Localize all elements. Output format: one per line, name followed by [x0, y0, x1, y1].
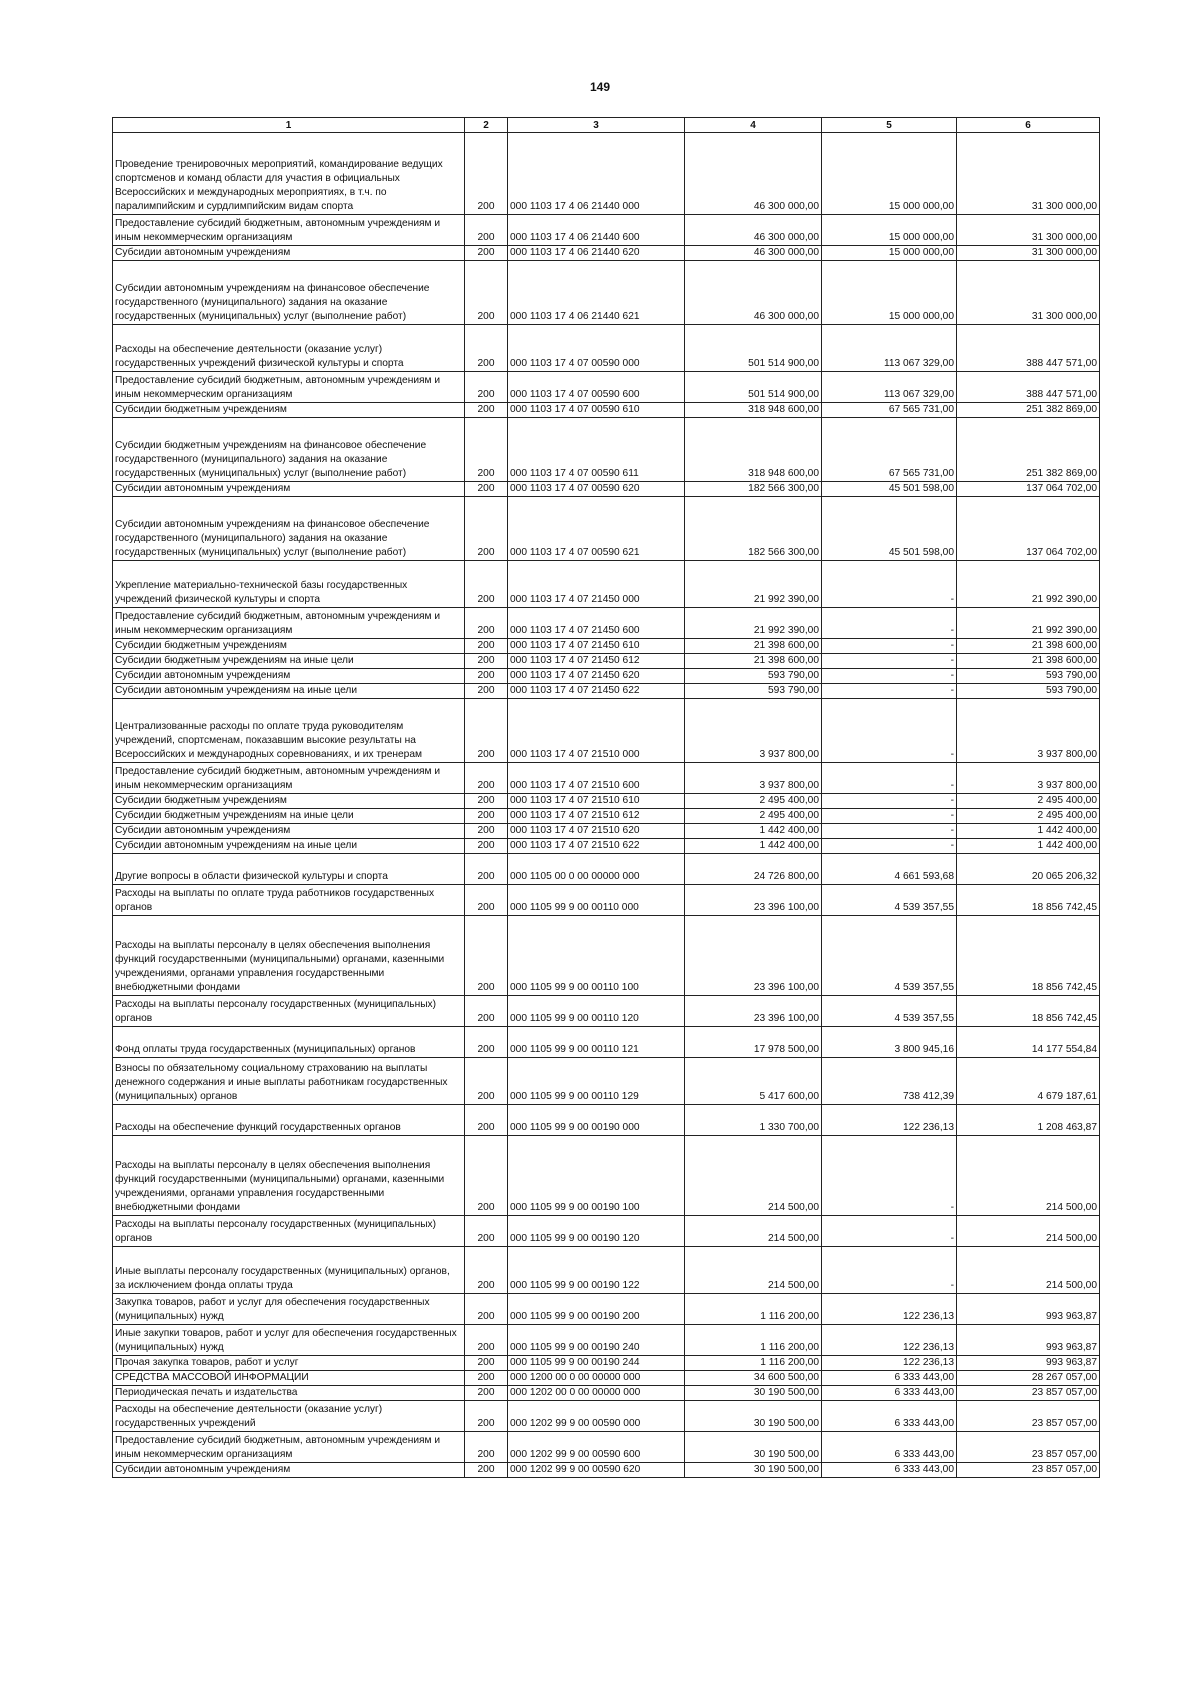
row-amount-col6-cell: 18 856 742,45 — [957, 916, 1100, 996]
table-row — [113, 839, 1100, 854]
table-row — [113, 1136, 1100, 1216]
row-kbk-cell: 000 1103 17 4 07 21510 000 — [508, 699, 685, 763]
table-row — [113, 854, 1100, 885]
row-kbk-cell: 000 1103 17 4 07 21510 610 — [508, 794, 685, 809]
row-kbk-cell: 000 1103 17 4 07 21450 620 — [508, 669, 685, 684]
row-name-cell: Расходы на выплаты персоналу в целях обеспечения выполнения функций государственными (муниципальными) органами, казенными учреждениями, органами управления государственными внебюджетными фондами — [113, 916, 465, 996]
row-amount-col5-cell: 15 000 000,00 — [822, 133, 957, 215]
row-amount-col4-cell: 24 726 800,00 — [685, 854, 822, 885]
row-amount-col5-cell: - — [822, 824, 957, 839]
table-body — [113, 133, 1100, 1478]
row-amount-col6-cell: 993 963,87 — [957, 1294, 1100, 1325]
table-row — [113, 639, 1100, 654]
row-amount-col6-cell: 2 495 400,00 — [957, 794, 1100, 809]
row-amount-col5-cell: - — [822, 1136, 957, 1216]
row-amount-col4-cell: 30 190 500,00 — [685, 1386, 822, 1401]
row-amount-col5-cell: - — [822, 608, 957, 639]
row-code-cell: 200 — [465, 1058, 508, 1105]
row-amount-col4-cell: 17 978 500,00 — [685, 1027, 822, 1058]
row-amount-col6-cell: 14 177 554,84 — [957, 1027, 1100, 1058]
row-name-cell: Иные закупки товаров, работ и услуг для обеспечения государственных (муниципальных) нужд — [113, 1325, 465, 1356]
row-name-cell: Проведение тренировочных мероприятий, командирование ведущих спортсменов и команд области для участия в официальных Всероссийских и международных мероприятиях, в т.ч. по паралимпийским и сурдлимпийским видам спорта — [113, 133, 465, 215]
row-amount-col4-cell: 182 566 300,00 — [685, 482, 822, 497]
row-name-cell: Предоставление субсидий бюджетным, автономным учреждениям и иным некоммерческим организациям — [113, 372, 465, 403]
row-amount-col5-cell: 122 236,13 — [822, 1356, 957, 1371]
row-code-cell: 200 — [465, 403, 508, 418]
row-amount-col5-cell: 6 333 443,00 — [822, 1432, 957, 1463]
row-amount-col5-cell: - — [822, 654, 957, 669]
row-amount-col4-cell: 46 300 000,00 — [685, 215, 822, 246]
row-amount-col6-cell: 593 790,00 — [957, 669, 1100, 684]
row-code-cell: 200 — [465, 418, 508, 482]
row-amount-col6-cell: 21 398 600,00 — [957, 654, 1100, 669]
row-amount-col4-cell: 1 442 400,00 — [685, 839, 822, 854]
row-name-cell: Субсидии автономным учреждениям на иные цели — [113, 839, 465, 854]
row-code-cell: 200 — [465, 654, 508, 669]
row-amount-col6-cell: 21 992 390,00 — [957, 608, 1100, 639]
row-name-cell: Взносы по обязательному социальному страхованию на выплаты денежного содержания и иные выплаты работникам государственных (муниципальных) органов — [113, 1058, 465, 1105]
table-row — [113, 1105, 1100, 1136]
row-amount-col6-cell: 28 267 057,00 — [957, 1371, 1100, 1386]
row-amount-col6-cell: 18 856 742,45 — [957, 996, 1100, 1027]
row-amount-col5-cell: - — [822, 684, 957, 699]
row-code-cell: 200 — [465, 1027, 508, 1058]
row-name-cell: Субсидии автономным учреждениям на финансовое обеспечение государственного (муниципального) задания на оказание государственных (муниципальных) услуг (выполнение работ) — [113, 261, 465, 325]
row-amount-col6-cell: 4 679 187,61 — [957, 1058, 1100, 1105]
row-amount-col4-cell: 1 116 200,00 — [685, 1356, 822, 1371]
row-name-cell: Субсидии бюджетным учреждениям — [113, 403, 465, 418]
row-amount-col6-cell: 31 300 000,00 — [957, 215, 1100, 246]
row-amount-col4-cell: 30 190 500,00 — [685, 1463, 822, 1478]
row-amount-col5-cell: 113 067 329,00 — [822, 325, 957, 372]
row-name-cell: Расходы на выплаты персоналу государственных (муниципальных) органов — [113, 1216, 465, 1247]
row-kbk-cell: 000 1202 99 9 00 00590 600 — [508, 1432, 685, 1463]
row-amount-col6-cell: 251 382 869,00 — [957, 418, 1100, 482]
row-name-cell: Субсидии бюджетным учреждениям на иные цели — [113, 654, 465, 669]
row-amount-col5-cell: - — [822, 669, 957, 684]
row-kbk-cell: 000 1202 00 0 00 00000 000 — [508, 1386, 685, 1401]
row-kbk-cell: 000 1103 17 4 07 21510 620 — [508, 824, 685, 839]
row-amount-col4-cell: 21 992 390,00 — [685, 608, 822, 639]
row-amount-col6-cell: 23 857 057,00 — [957, 1401, 1100, 1432]
row-name-cell: Закупка товаров, работ и услуг для обеспечения государственных (муниципальных) нужд — [113, 1294, 465, 1325]
row-amount-col4-cell: 1 442 400,00 — [685, 824, 822, 839]
row-amount-col5-cell: 122 236,13 — [822, 1105, 957, 1136]
row-code-cell: 200 — [465, 794, 508, 809]
row-amount-col5-cell: 6 333 443,00 — [822, 1386, 957, 1401]
table-row — [113, 1371, 1100, 1386]
row-amount-col5-cell: - — [822, 794, 957, 809]
table-row — [113, 669, 1100, 684]
row-amount-col5-cell: 6 333 443,00 — [822, 1371, 957, 1386]
table-row — [113, 1027, 1100, 1058]
row-kbk-cell: 000 1103 17 4 06 21440 000 — [508, 133, 685, 215]
row-amount-col6-cell: 2 495 400,00 — [957, 809, 1100, 824]
row-kbk-cell: 000 1105 99 9 00 00110 129 — [508, 1058, 685, 1105]
row-name-cell: Субсидии автономным учреждениям на финансовое обеспечение государственного (муниципального) задания на оказание государственных (муниципальных) услуг (выполнение работ) — [113, 497, 465, 561]
column-header-1: 1 — [113, 118, 465, 133]
row-name-cell: Субсидии автономным учреждениям — [113, 246, 465, 261]
row-amount-col5-cell: - — [822, 639, 957, 654]
row-amount-col6-cell: 593 790,00 — [957, 684, 1100, 699]
row-kbk-cell: 000 1105 99 9 00 00190 120 — [508, 1216, 685, 1247]
row-amount-col6-cell: 137 064 702,00 — [957, 482, 1100, 497]
row-name-cell: Прочая закупка товаров, работ и услуг — [113, 1356, 465, 1371]
row-amount-col4-cell: 1 116 200,00 — [685, 1325, 822, 1356]
row-name-cell: Предоставление субсидий бюджетным, автономным учреждениям и иным некоммерческим организациям — [113, 215, 465, 246]
table-row — [113, 885, 1100, 916]
row-amount-col4-cell: 21 992 390,00 — [685, 561, 822, 608]
row-name-cell: Предоставление субсидий бюджетным, автономным учреждениям и иным некоммерческим организациям — [113, 763, 465, 794]
column-header-6: 6 — [957, 118, 1100, 133]
row-amount-col6-cell: 388 447 571,00 — [957, 372, 1100, 403]
column-header-4: 4 — [685, 118, 822, 133]
row-name-cell: Субсидии автономным учреждениям — [113, 482, 465, 497]
row-amount-col4-cell: 3 937 800,00 — [685, 699, 822, 763]
row-amount-col6-cell: 21 398 600,00 — [957, 639, 1100, 654]
row-kbk-cell: 000 1103 17 4 07 21450 610 — [508, 639, 685, 654]
row-kbk-cell: 000 1103 17 4 07 21510 600 — [508, 763, 685, 794]
table-row — [113, 824, 1100, 839]
row-amount-col6-cell: 31 300 000,00 — [957, 261, 1100, 325]
row-kbk-cell: 000 1103 17 4 07 21450 622 — [508, 684, 685, 699]
row-amount-col6-cell: 137 064 702,00 — [957, 497, 1100, 561]
table-row — [113, 325, 1100, 372]
row-kbk-cell: 000 1105 99 9 00 00110 120 — [508, 996, 685, 1027]
row-kbk-cell: 000 1105 99 9 00 00110 100 — [508, 916, 685, 996]
page-number: 149 — [589, 80, 611, 94]
row-amount-col5-cell: 45 501 598,00 — [822, 497, 957, 561]
row-amount-col4-cell: 30 190 500,00 — [685, 1401, 822, 1432]
row-code-cell: 200 — [465, 996, 508, 1027]
row-code-cell: 200 — [465, 246, 508, 261]
row-amount-col5-cell: - — [822, 839, 957, 854]
row-kbk-cell: 000 1105 99 9 00 00190 200 — [508, 1294, 685, 1325]
table-row — [113, 654, 1100, 669]
row-amount-col4-cell: 1 116 200,00 — [685, 1294, 822, 1325]
row-code-cell: 200 — [465, 809, 508, 824]
row-amount-col4-cell: 21 398 600,00 — [685, 654, 822, 669]
row-code-cell: 200 — [465, 885, 508, 916]
row-amount-col6-cell: 31 300 000,00 — [957, 246, 1100, 261]
table-row — [113, 497, 1100, 561]
row-amount-col6-cell: 251 382 869,00 — [957, 403, 1100, 418]
header-row — [113, 118, 1100, 133]
table-row — [113, 684, 1100, 699]
row-kbk-cell: 000 1105 99 9 00 00190 100 — [508, 1136, 685, 1216]
row-name-cell: Субсидии автономным учреждениям — [113, 1463, 465, 1478]
row-name-cell: Субсидии автономным учреждениям — [113, 669, 465, 684]
row-kbk-cell: 000 1105 99 9 00 00190 240 — [508, 1325, 685, 1356]
row-amount-col5-cell: 6 333 443,00 — [822, 1463, 957, 1478]
row-amount-col6-cell: 31 300 000,00 — [957, 133, 1100, 215]
row-kbk-cell: 000 1105 99 9 00 00110 000 — [508, 885, 685, 916]
table-row — [113, 1216, 1100, 1247]
row-name-cell: Централизованные расходы по оплате труда руководителям учреждений, спортсменам, показавшим высокие результаты на Всероссийских и международных соревнованиях, и их тренерам — [113, 699, 465, 763]
row-amount-col5-cell: 738 412,39 — [822, 1058, 957, 1105]
table-row — [113, 996, 1100, 1027]
row-kbk-cell: 000 1105 99 9 00 00190 122 — [508, 1247, 685, 1294]
row-amount-col4-cell: 318 948 600,00 — [685, 418, 822, 482]
row-kbk-cell: 000 1200 00 0 00 00000 000 — [508, 1371, 685, 1386]
row-name-cell: Субсидии бюджетным учреждениям на финансовое обеспечение государственного (муниципального) задания на оказание государственных (муниципальных) услуг (выполнение работ) — [113, 418, 465, 482]
row-amount-col6-cell: 23 857 057,00 — [957, 1432, 1100, 1463]
row-kbk-cell: 000 1202 99 9 00 00590 000 — [508, 1401, 685, 1432]
row-amount-col5-cell: 4 539 357,55 — [822, 996, 957, 1027]
row-code-cell: 200 — [465, 325, 508, 372]
row-name-cell: Расходы на выплаты персоналу в целях обеспечения выполнения функций государственными (муниципальными) органами, казенными учреждениями, органами управления государственными внебюджетными фондами — [113, 1136, 465, 1216]
row-code-cell: 200 — [465, 1356, 508, 1371]
row-name-cell: Фонд оплаты труда государственных (муниципальных) органов — [113, 1027, 465, 1058]
row-kbk-cell: 000 1103 17 4 07 21450 600 — [508, 608, 685, 639]
row-name-cell: Предоставление субсидий бюджетным, автономным учреждениям и иным некоммерческим организациям — [113, 1432, 465, 1463]
row-name-cell: Расходы на выплаты по оплате труда работников государственных органов — [113, 885, 465, 916]
table-row — [113, 133, 1100, 215]
row-code-cell: 200 — [465, 824, 508, 839]
table-row — [113, 608, 1100, 639]
table-row — [113, 261, 1100, 325]
row-amount-col6-cell: 993 963,87 — [957, 1325, 1100, 1356]
row-amount-col5-cell: 6 333 443,00 — [822, 1401, 957, 1432]
row-kbk-cell: 000 1103 17 4 07 21510 612 — [508, 809, 685, 824]
row-amount-col4-cell: 2 495 400,00 — [685, 794, 822, 809]
table-row — [113, 809, 1100, 824]
row-amount-col6-cell: 23 857 057,00 — [957, 1463, 1100, 1478]
row-amount-col6-cell: 214 500,00 — [957, 1247, 1100, 1294]
row-code-cell: 200 — [465, 1401, 508, 1432]
column-header-3: 3 — [508, 118, 685, 133]
row-kbk-cell: 000 1103 17 4 07 00590 621 — [508, 497, 685, 561]
row-name-cell: Субсидии бюджетным учреждениям — [113, 639, 465, 654]
row-code-cell: 200 — [465, 1371, 508, 1386]
row-name-cell: Субсидии автономным учреждениям на иные цели — [113, 684, 465, 699]
row-code-cell: 200 — [465, 684, 508, 699]
row-name-cell: Расходы на обеспечение деятельности (оказание услуг) государственных учреждений — [113, 1401, 465, 1432]
row-amount-col4-cell: 46 300 000,00 — [685, 261, 822, 325]
row-code-cell: 200 — [465, 669, 508, 684]
row-code-cell: 200 — [465, 854, 508, 885]
row-amount-col4-cell: 501 514 900,00 — [685, 325, 822, 372]
row-amount-col4-cell: 21 398 600,00 — [685, 639, 822, 654]
table-row — [113, 1463, 1100, 1478]
row-amount-col4-cell: 30 190 500,00 — [685, 1432, 822, 1463]
row-amount-col5-cell: - — [822, 763, 957, 794]
row-code-cell: 200 — [465, 1386, 508, 1401]
table-row — [113, 1386, 1100, 1401]
row-amount-col5-cell: 3 800 945,16 — [822, 1027, 957, 1058]
row-kbk-cell: 000 1103 17 4 07 00590 611 — [508, 418, 685, 482]
row-name-cell: Расходы на обеспечение функций государственных органов — [113, 1105, 465, 1136]
row-kbk-cell: 000 1103 17 4 06 21440 600 — [508, 215, 685, 246]
table-row — [113, 403, 1100, 418]
row-name-cell: Субсидии автономным учреждениям — [113, 824, 465, 839]
row-amount-col6-cell: 993 963,87 — [957, 1356, 1100, 1371]
row-amount-col5-cell: 113 067 329,00 — [822, 372, 957, 403]
row-amount-col4-cell: 593 790,00 — [685, 669, 822, 684]
row-code-cell: 200 — [465, 608, 508, 639]
budget-table — [112, 117, 1100, 1478]
table-row — [113, 763, 1100, 794]
row-amount-col5-cell: 4 539 357,55 — [822, 885, 957, 916]
row-name-cell: Другие вопросы в области физической культуры и спорта — [113, 854, 465, 885]
row-name-cell: Иные выплаты персоналу государственных (муниципальных) органов, за исключением фонда оплаты труда — [113, 1247, 465, 1294]
row-amount-col5-cell: 122 236,13 — [822, 1294, 957, 1325]
row-amount-col4-cell: 23 396 100,00 — [685, 885, 822, 916]
row-amount-col5-cell: 4 661 593,68 — [822, 854, 957, 885]
row-amount-col5-cell: 15 000 000,00 — [822, 261, 957, 325]
row-amount-col4-cell: 182 566 300,00 — [685, 497, 822, 561]
row-amount-col4-cell: 501 514 900,00 — [685, 372, 822, 403]
row-amount-col4-cell: 214 500,00 — [685, 1136, 822, 1216]
row-code-cell: 200 — [465, 1247, 508, 1294]
table-row — [113, 1356, 1100, 1371]
row-amount-col5-cell: 4 539 357,55 — [822, 916, 957, 996]
row-code-cell: 200 — [465, 561, 508, 608]
row-amount-col6-cell: 388 447 571,00 — [957, 325, 1100, 372]
row-kbk-cell: 000 1103 17 4 06 21440 620 — [508, 246, 685, 261]
row-code-cell: 200 — [465, 763, 508, 794]
row-amount-col4-cell: 2 495 400,00 — [685, 809, 822, 824]
table-row — [113, 916, 1100, 996]
row-code-cell: 200 — [465, 133, 508, 215]
row-kbk-cell: 000 1103 17 4 07 00590 000 — [508, 325, 685, 372]
row-amount-col4-cell: 3 937 800,00 — [685, 763, 822, 794]
row-code-cell: 200 — [465, 639, 508, 654]
row-name-cell: Периодическая печать и издательства — [113, 1386, 465, 1401]
row-kbk-cell: 000 1103 17 4 06 21440 621 — [508, 261, 685, 325]
row-amount-col6-cell: 1 442 400,00 — [957, 839, 1100, 854]
row-amount-col4-cell: 23 396 100,00 — [685, 996, 822, 1027]
row-code-cell: 200 — [465, 839, 508, 854]
row-kbk-cell: 000 1103 17 4 07 21510 622 — [508, 839, 685, 854]
row-amount-col4-cell: 34 600 500,00 — [685, 1371, 822, 1386]
row-amount-col4-cell: 318 948 600,00 — [685, 403, 822, 418]
row-name-cell: Расходы на выплаты персоналу государственных (муниципальных) органов — [113, 996, 465, 1027]
row-name-cell: Предоставление субсидий бюджетным, автономным учреждениям и иным некоммерческим организациям — [113, 608, 465, 639]
row-kbk-cell: 000 1105 00 0 00 00000 000 — [508, 854, 685, 885]
row-amount-col5-cell: 67 565 731,00 — [822, 418, 957, 482]
row-amount-col5-cell: 45 501 598,00 — [822, 482, 957, 497]
row-amount-col6-cell: 1 442 400,00 — [957, 824, 1100, 839]
row-code-cell: 200 — [465, 1136, 508, 1216]
row-kbk-cell: 000 1103 17 4 07 21450 612 — [508, 654, 685, 669]
row-amount-col6-cell: 20 065 206,32 — [957, 854, 1100, 885]
row-code-cell: 200 — [465, 699, 508, 763]
row-amount-col6-cell: 21 992 390,00 — [957, 561, 1100, 608]
row-amount-col6-cell: 18 856 742,45 — [957, 885, 1100, 916]
row-amount-col5-cell: 67 565 731,00 — [822, 403, 957, 418]
table-row — [113, 561, 1100, 608]
row-amount-col4-cell: 46 300 000,00 — [685, 246, 822, 261]
table-row — [113, 1058, 1100, 1105]
row-amount-col5-cell: - — [822, 699, 957, 763]
row-code-cell: 200 — [465, 1463, 508, 1478]
column-header-2: 2 — [465, 118, 508, 133]
row-kbk-cell: 000 1105 99 9 00 00110 121 — [508, 1027, 685, 1058]
table-row — [113, 482, 1100, 497]
row-amount-col5-cell: - — [822, 809, 957, 824]
row-code-cell: 200 — [465, 215, 508, 246]
row-code-cell: 200 — [465, 916, 508, 996]
table-row — [113, 215, 1100, 246]
row-code-cell: 200 — [465, 1325, 508, 1356]
row-amount-col5-cell: - — [822, 1247, 957, 1294]
row-kbk-cell: 000 1105 99 9 00 00190 000 — [508, 1105, 685, 1136]
row-kbk-cell: 000 1103 17 4 07 00590 600 — [508, 372, 685, 403]
row-amount-col6-cell: 214 500,00 — [957, 1136, 1100, 1216]
row-amount-col6-cell: 3 937 800,00 — [957, 699, 1100, 763]
row-amount-col4-cell: 214 500,00 — [685, 1216, 822, 1247]
row-kbk-cell: 000 1103 17 4 07 00590 610 — [508, 403, 685, 418]
table-row — [113, 246, 1100, 261]
row-code-cell: 200 — [465, 261, 508, 325]
row-code-cell: 200 — [465, 1216, 508, 1247]
row-amount-col4-cell: 214 500,00 — [685, 1247, 822, 1294]
row-amount-col6-cell: 23 857 057,00 — [957, 1386, 1100, 1401]
row-code-cell: 200 — [465, 372, 508, 403]
row-amount-col4-cell: 1 330 700,00 — [685, 1105, 822, 1136]
table-row — [113, 699, 1100, 763]
column-header-5: 5 — [822, 118, 957, 133]
row-kbk-cell: 000 1103 17 4 07 21450 000 — [508, 561, 685, 608]
row-amount-col4-cell: 23 396 100,00 — [685, 916, 822, 996]
row-amount-col4-cell: 46 300 000,00 — [685, 133, 822, 215]
table-row — [113, 1401, 1100, 1432]
row-code-cell: 200 — [465, 1294, 508, 1325]
row-code-cell: 200 — [465, 482, 508, 497]
row-amount-col6-cell: 1 208 463,87 — [957, 1105, 1100, 1136]
table-row — [113, 1294, 1100, 1325]
row-code-cell: 200 — [465, 497, 508, 561]
row-kbk-cell: 000 1105 99 9 00 00190 244 — [508, 1356, 685, 1371]
row-amount-col5-cell: - — [822, 561, 957, 608]
row-amount-col5-cell: 15 000 000,00 — [822, 246, 957, 261]
row-name-cell: СРЕДСТВА МАССОВОЙ ИНФОРМАЦИИ — [113, 1371, 465, 1386]
row-amount-col6-cell: 214 500,00 — [957, 1216, 1100, 1247]
table-row — [113, 372, 1100, 403]
row-amount-col4-cell: 5 417 600,00 — [685, 1058, 822, 1105]
table-row — [113, 1325, 1100, 1356]
row-amount-col6-cell: 3 937 800,00 — [957, 763, 1100, 794]
row-amount-col5-cell: 122 236,13 — [822, 1325, 957, 1356]
table-row — [113, 1432, 1100, 1463]
row-name-cell: Субсидии бюджетным учреждениям на иные цели — [113, 809, 465, 824]
table-row — [113, 1247, 1100, 1294]
row-name-cell: Расходы на обеспечение деятельности (оказание услуг) государственных учреждений физической культуры и спорта — [113, 325, 465, 372]
row-amount-col5-cell: - — [822, 1216, 957, 1247]
row-name-cell: Субсидии бюджетным учреждениям — [113, 794, 465, 809]
row-kbk-cell: 000 1202 99 9 00 00590 620 — [508, 1463, 685, 1478]
row-amount-col5-cell: 15 000 000,00 — [822, 215, 957, 246]
row-amount-col4-cell: 593 790,00 — [685, 684, 822, 699]
row-name-cell: Укрепление материально-технической базы государственных учреждений физической культуры и спорта — [113, 561, 465, 608]
row-code-cell: 200 — [465, 1432, 508, 1463]
table-row — [113, 794, 1100, 809]
table-row — [113, 418, 1100, 482]
row-kbk-cell: 000 1103 17 4 07 00590 620 — [508, 482, 685, 497]
row-code-cell: 200 — [465, 1105, 508, 1136]
